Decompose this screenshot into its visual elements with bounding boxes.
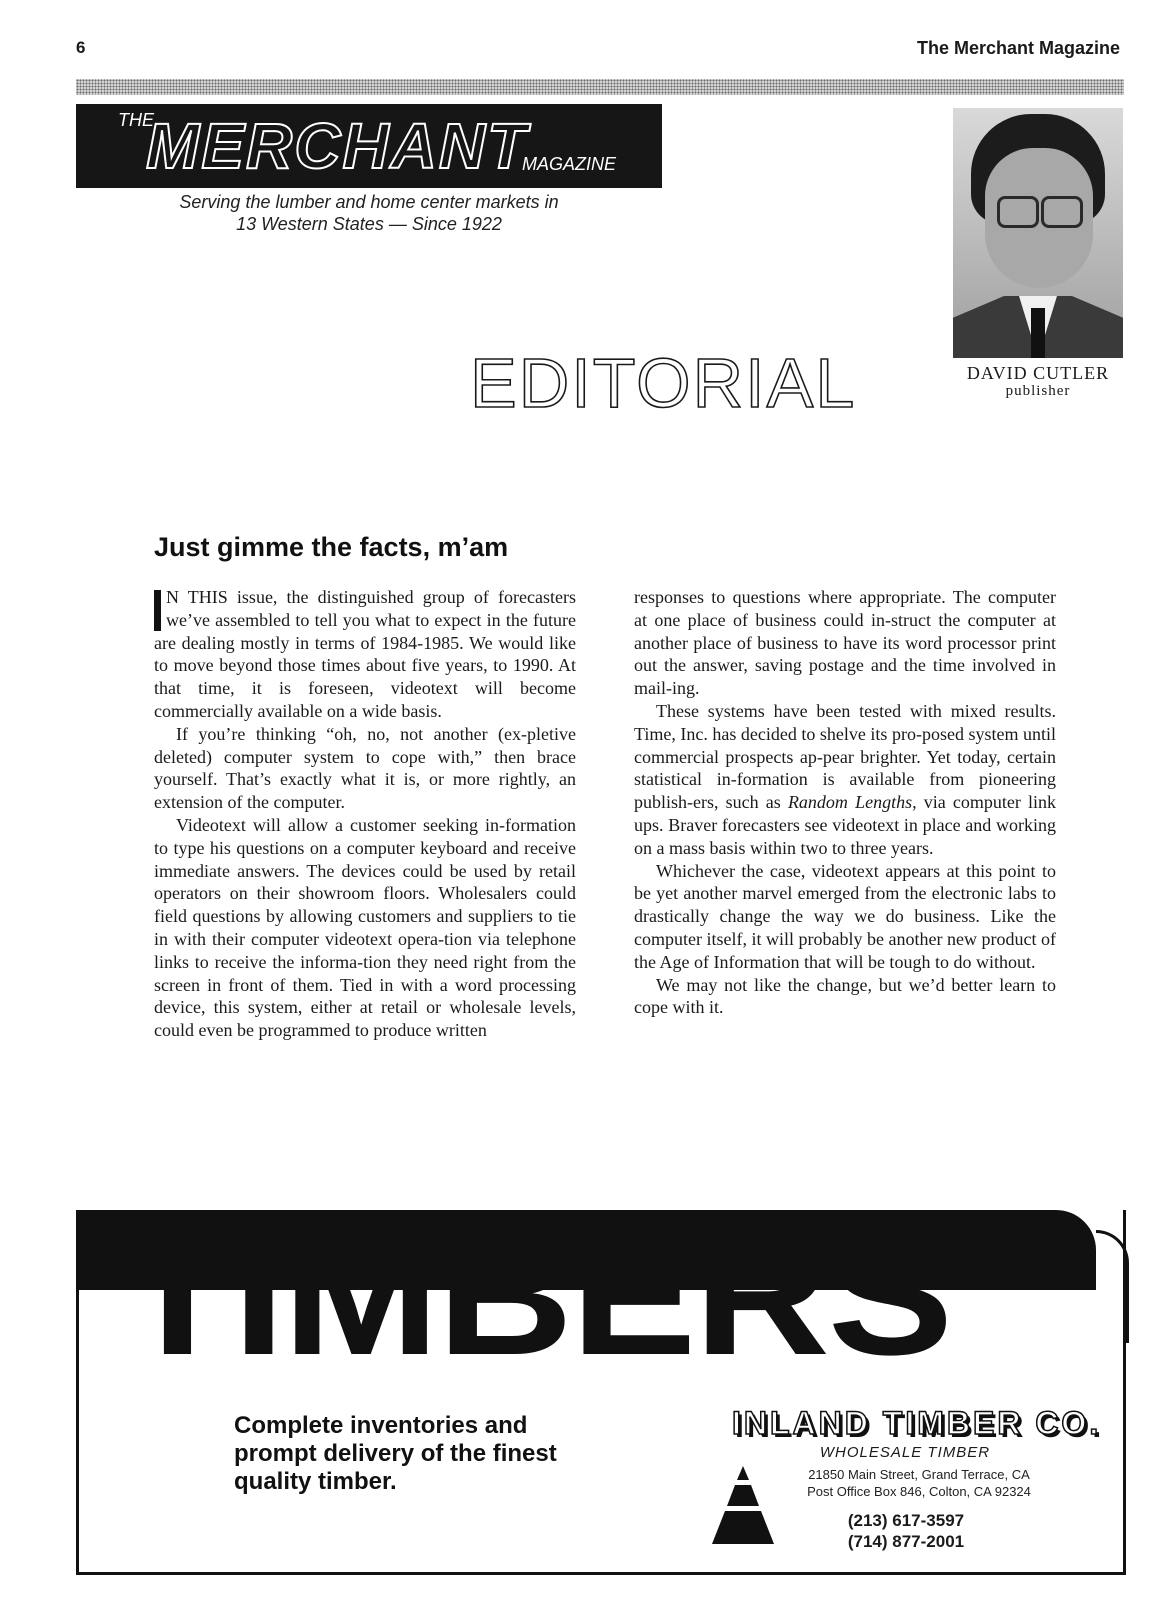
- section-heading: EDITORIAL: [470, 344, 857, 422]
- page-number: 6: [76, 38, 86, 57]
- article-paragraph: N THIS issue, the distinguished group of forecasters we’ve assembled to tell you what to expect in the future are dealing mostly in terms of 1984-1985. We would like to move beyond those times about five years, to 1990. At that time, it is foreseen, videotext will become commercially available on a wide basis.: [154, 587, 576, 721]
- tagline-line-1: Serving the lumber and home center markets in: [179, 192, 559, 212]
- logo-magazine: MAGAZINE: [522, 154, 617, 174]
- running-head: The Merchant Magazine: [916, 38, 1120, 58]
- logo-main-word: MERCHANT: [146, 110, 529, 182]
- phone-number: (714) 877-2001: [847, 1532, 965, 1551]
- ad-copy-line: Complete inventories and: [234, 1412, 528, 1439]
- phone-number: (213) 617-3597: [847, 1511, 965, 1530]
- article-paragraph: If you’re thinking “oh, no, not another (ex-pletive deleted) computer system to cope with,” then brace yourself. That’s exactly what it is, or more rightly, an extension of the computer.: [154, 723, 576, 813]
- halftone-rule: [76, 79, 1124, 95]
- article-paragraph: responses to questions where appropriate. The computer at one place of business could in-struct the computer at another place of business to have its word processor print out the answer, saving postage and the time involved in mail-ing.: [634, 587, 1056, 699]
- photo-glasses-right: [1041, 196, 1083, 228]
- company-name: INLAND TIMBER CO.: [732, 1405, 1102, 1441]
- article-headline: Just gimme the facts, m’am: [154, 532, 509, 562]
- advertisement-corner: [1096, 1230, 1129, 1343]
- company-triangle-logo-icon: [712, 1466, 774, 1544]
- address-line: 21850 Main Street, Grand Terrace, CA: [808, 1467, 1030, 1482]
- ad-copy-line: prompt delivery of the finest: [234, 1440, 557, 1467]
- publisher-name: DAVID CUTLER: [966, 363, 1110, 383]
- address-line: Post Office Box 846, Colton, CA 92324: [807, 1484, 1031, 1499]
- advertisement-copy: [234, 1412, 614, 1496]
- photo-tie: [1031, 308, 1045, 358]
- article-paragraph: These systems have been tested with mixed results. Time, Inc. has decided to shelve its pro-posed system until commercial prospects ap-pear brighter. Yet today, certain statistical in-formation is available from pioneering publish-ers, such as Random Lengths, via computer link ups. Braver forecasters see videotext in place and working on a mass basis within two to three years.: [634, 700, 1057, 858]
- ad-copy-line: quality timber.: [234, 1468, 397, 1495]
- article-paragraph: We may not like the change, but we’d better learn to cope with it.: [634, 974, 1056, 1018]
- company-tagline: WHOLESALE TIMBER: [819, 1444, 991, 1461]
- publication-title: Random Lengths,: [787, 792, 917, 813]
- advertisement-brand: TIMBERS: [120, 1202, 952, 1390]
- photo-glasses-left: [997, 196, 1039, 228]
- article-paragraph: Videotext will allow a customer seeking in-formation to type his questions on a computer keyboard and receive immediate answers. The devices could be used by retail operators on their showroom floors. Wholesalers could field questions by allowing customers and suppliers to tie in with their computer videotext opera-tion via telephone links to receive the informa-tion they need right from the screen in front of them. Tied in with a word processing device, this system, either at retail or wholesale levels, could even be programmed to produce written: [154, 814, 576, 1041]
- publisher-title: publisher: [1005, 383, 1071, 399]
- tagline-line-2: 13 Western States — Since 1922: [236, 214, 502, 234]
- drop-cap: [154, 590, 161, 631]
- company-phones: [786, 1510, 1026, 1552]
- publisher-photo: [953, 108, 1123, 358]
- masthead-tagline: [76, 191, 662, 235]
- article-paragraph: Whichever the case, videotext appears at this point to be yet another marvel emerged from the electronic labs to drastically change the way we do business. Like the computer itself, it will probably be another new product of the Age of Information that will be tough to do without.: [634, 860, 1056, 972]
- article-column-right: [634, 586, 1056, 1019]
- article-column-left: [154, 586, 576, 1042]
- masthead-logo: [76, 104, 662, 188]
- company-address: [786, 1466, 1052, 1500]
- logo-the: THE: [118, 110, 154, 130]
